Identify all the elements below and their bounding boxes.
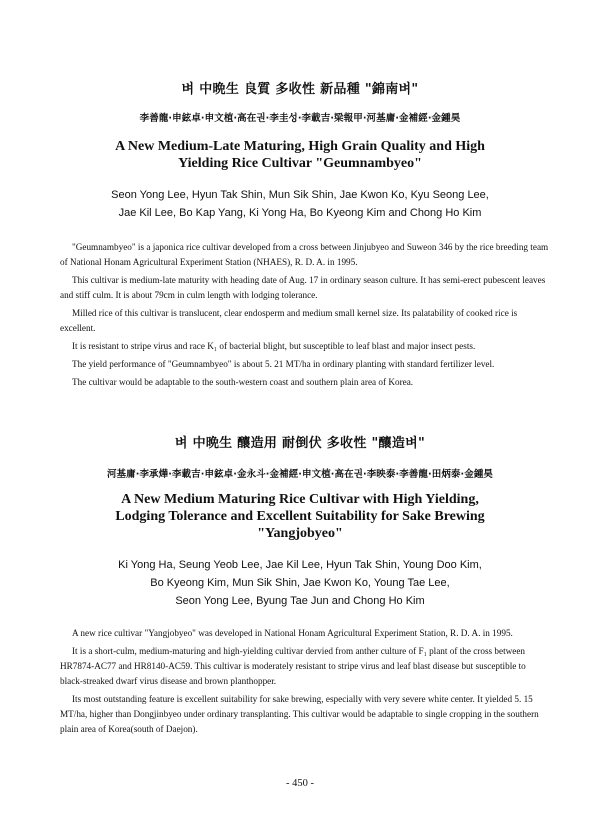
article2-paragraph-3: Its most outstanding feature is excellent suitability for sake brewing, especially with very severe white center. It yielded 5. 15 MT/ha, higher than Dongjinbyeo under ordinary transplanting. This cultivar would be adaptable to single cropping in the southern plain area of Korea(south of Daejon). [60, 694, 539, 734]
article1-english-title-line2: Yielding Rice Cultivar "Geumnambyeo" [178, 156, 422, 171]
article2-paragraph-1: A new rice cultivar "Yangjobyeo" was developed in National Honam Agricultural Experiment Station, R. D. A. in 1995. [72, 628, 513, 638]
article1-english-authors-line1: Seon Yong Lee, Hyun Tak Shin, Mun Sik Shin, Jae Kwon Ko, Kyu Seong Lee, [111, 189, 489, 201]
article2-english-authors-line1: Ki Yong Ha, Seung Yeob Lee, Jae Kil Lee, Hyun Tak Shin, Young Doo Kim, [118, 559, 482, 571]
article1-english-title [60, 138, 540, 172]
article2-english-authors [40, 556, 560, 610]
article2-paragraph-2: It is a short-culm, medium-maturing and high-yielding cultivar dervied from anther culture of F₁ plant of the cross between HR7874-AC77 and HR8140-AC59. This cultivar is moderately resistant to stripe virus and leaf blast disease but susceptible to black-streaked dwarf virus disease and brown planthopper. [60, 646, 526, 686]
article2-english-title-line2: Lodging Tolerance and Excellent Suitability for Sake Brewing [115, 509, 485, 524]
article1-korean-title: 벼 中晩生 良質 多收性 新品種 "錦南벼" [181, 82, 419, 97]
article2-english-title-line1: A New Medium Maturing Rice Cultivar with High Yielding, [121, 492, 479, 507]
article1-paragraph-2: This cultivar is medium-late maturity with heading date of Aug. 17 in ordinary season culture. It has semi-erect pubescent leaves and stiff culm. It is about 79cm in culm length with lodging tolerance. [60, 275, 546, 300]
article2-korean-title: 벼 中晩生 釀造用 耐倒伏 多收性 "釀造벼" [174, 436, 426, 451]
article1-korean-authors: 李善龍·申鉉卓·申文植·高在권·李圭성·李載吉·梁報甲·河基庸·金補經·金鍾昊 [139, 113, 461, 124]
article2-english-title [60, 491, 540, 542]
article1-english-authors [40, 186, 560, 222]
article1-english-authors-line2: Jae Kil Lee, Bo Kap Yang, Ki Yong Ha, Bo Kyeong Kim and Chong Ho Kim [118, 207, 482, 219]
article1-abstract [60, 240, 550, 393]
article2-english-title-line3: "Yangjobyeo" [257, 526, 343, 541]
article1-paragraph-6: The cultivar would be adaptable to the south-western coast and southern plain area of Korea. [72, 377, 414, 387]
article1-paragraph-5: The yield performance of "Geumnambyeo" is about 5. 21 MT/ha in ordinary planting with standard fertilizer level. [72, 359, 495, 369]
page-number: - 450 - [286, 778, 314, 789]
article1-paragraph-1: "Geumnambyeo" is a japonica rice cultivar developed from a cross between Jinjubyeo and Suweon 346 by the rice breeding team of National Honam Agricultural Experiment Station (NHAES), R. D. A. in 1995. [60, 242, 549, 267]
article2-english-authors-line2: Bo Kyeong Kim, Mun Sik Shin, Jae Kwon Ko, Young Tae Lee, [150, 577, 450, 589]
article2-abstract [60, 626, 550, 740]
article2-korean-authors: 河基庸·李承燁·李載吉·申鉉卓·金永斗·金補經·申文植·高在권·李映泰·李善龍·田炳泰·金鍾昊 [106, 469, 494, 480]
article1-english-title-line1: A New Medium-Late Maturing, High Grain Quality and High [115, 139, 485, 154]
article1-paragraph-3: Milled rice of this cultivar is translucent, clear endosperm and medium small kernel size. Its palatability of cooked rice is excellent. [60, 308, 518, 333]
article2-english-authors-line3: Seon Yong Lee, Byung Tae Jun and Chong Ho Kim [175, 595, 425, 607]
article1-paragraph-4: It is resistant to stripe virus and race K₁ of bacterial blight, but susceptible to leaf blast and major insect pests. [72, 341, 476, 351]
